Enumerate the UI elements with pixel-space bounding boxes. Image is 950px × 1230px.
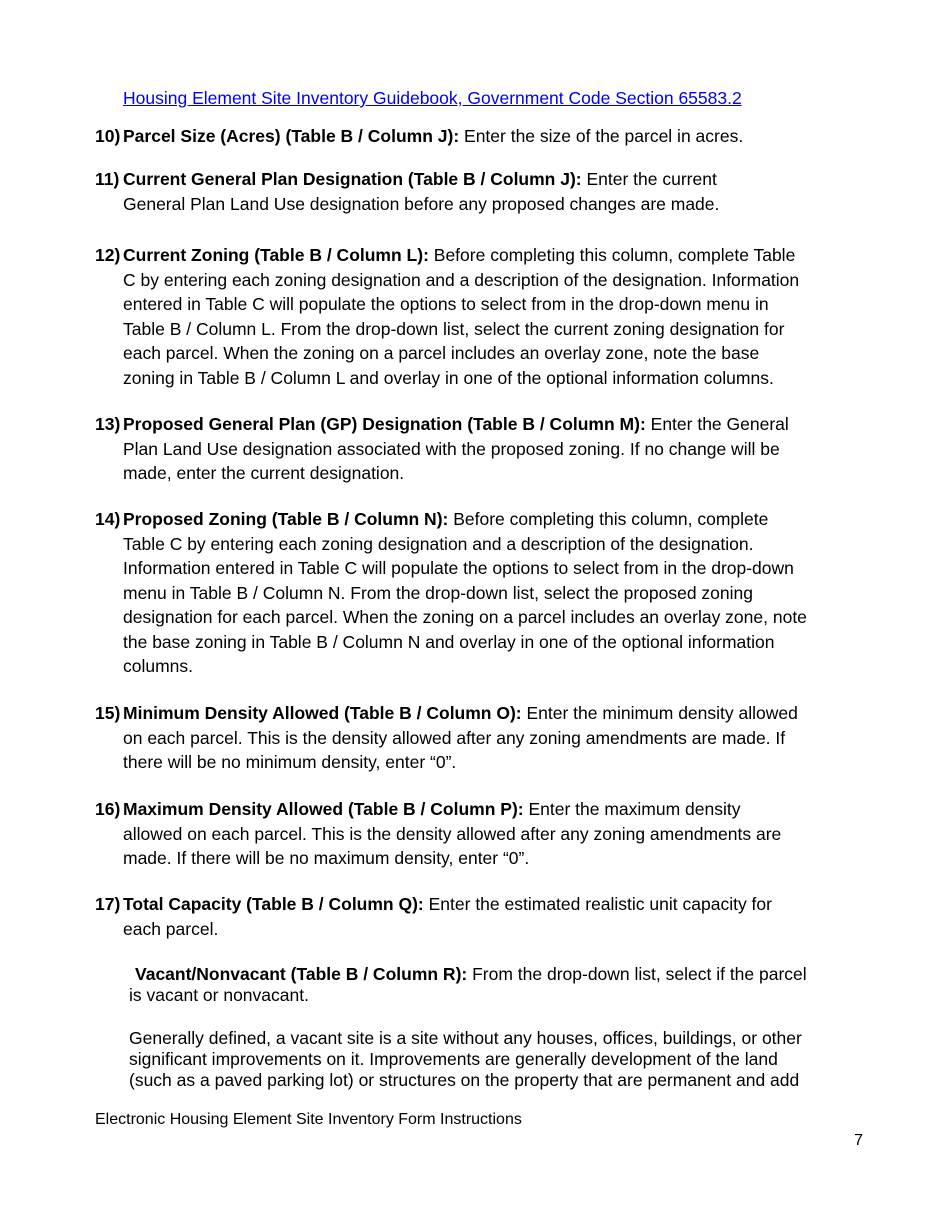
footer-title: Electronic Housing Element Site Inventory Form Instructions xyxy=(95,1111,522,1128)
vacant-nonvacant-paragraph xyxy=(129,964,859,1006)
instruction-item-15 xyxy=(95,701,865,775)
page-number: 7 xyxy=(854,1132,863,1149)
item-body xyxy=(123,243,865,390)
item-number: 17) xyxy=(95,894,121,914)
item-number: 11) xyxy=(95,169,120,189)
instruction-item-14 xyxy=(95,507,865,679)
vacant-definition-paragraph: Generally defined, a vacant site is a site without any houses, offices, buildings, or other significant improvements on it. Improvements are generally development of the land (such as a paved parking lot) or structures on the property that are permanent and add xyxy=(129,1028,802,1090)
item-number: 13) xyxy=(95,414,121,434)
item-heading: Proposed Zoning (Table B / Column N): xyxy=(123,509,449,529)
item-heading: Current Zoning (Table B / Column L): xyxy=(123,245,429,265)
item-text: Enter the maximum density allowed on each parcel. This is the density allowed after any zoning amendments are made. If there will be no maximum density, enter “0”. xyxy=(123,799,782,868)
item-text: Enter the minimum density allowed on each parcel. This is the density allowed after any zoning amendments are made. If there will be no minimum density, enter “0”. xyxy=(123,703,798,772)
instruction-item-12 xyxy=(95,243,865,390)
item-heading: Total Capacity (Table B / Column Q): xyxy=(123,894,424,914)
item-text: Enter the General Plan Land Use designation associated with the proposed zoning. If no change will be made, enter the current designation. xyxy=(123,414,789,483)
item-heading: Current General Plan Designation (Table B / Column J): xyxy=(123,169,582,189)
instruction-item-17 xyxy=(95,892,865,941)
instruction-item-13 xyxy=(95,412,865,486)
item-heading: Parcel Size (Acres) (Table B / Column J): xyxy=(123,126,460,146)
instruction-item-16 xyxy=(95,797,865,871)
item-body xyxy=(123,412,865,486)
item-body xyxy=(123,797,865,871)
item-text: Enter the estimated realistic unit capacity for each parcel. xyxy=(123,894,772,939)
item-number: 16) xyxy=(95,799,121,819)
item-text: Enter the current General Plan Land Use designation before any proposed changes are made. xyxy=(123,169,720,214)
item-number: 14) xyxy=(95,509,121,529)
item-heading: Proposed General Plan (GP) Designation (Table B / Column M): xyxy=(123,414,646,434)
item-text: Before completing this column, complete Table C by entering each zoning designation and a description of the designation. Information entered in Table C will populate the options to select from in the drop-down menu in Table B / Column L. From the drop-down list, select the current zoning designation for each parcel. When the zoning on a parcel includes an overlay zone, note the base zoning in Table B / Column L and overlay in one of the optional information columns. xyxy=(123,245,800,388)
vacant-heading: Vacant/Nonvacant (Table B / Column R): xyxy=(135,964,468,984)
item-body xyxy=(123,701,865,775)
item-number: 12) xyxy=(95,245,121,265)
item-body xyxy=(123,507,865,679)
item-text: Enter the size of the parcel in acres. xyxy=(459,126,744,146)
guidebook-link[interactable]: Housing Element Site Inventory Guidebook, Government Code Section 65583.2 xyxy=(123,88,742,108)
item-number: 10) xyxy=(95,126,121,146)
item-heading: Maximum Density Allowed (Table B / Column P): xyxy=(123,799,524,819)
reference-link-line xyxy=(123,86,742,110)
item-body xyxy=(123,124,865,149)
vacant-text: From the drop-down list, select if the parcel is vacant or nonvacant. xyxy=(129,964,807,1005)
instruction-item-10 xyxy=(95,124,865,149)
item-body xyxy=(123,167,865,216)
instruction-item-11 xyxy=(95,167,865,216)
item-body xyxy=(123,892,865,941)
item-heading: Minimum Density Allowed (Table B / Column O): xyxy=(123,703,522,723)
item-number: 15) xyxy=(95,703,121,723)
item-text: Before completing this column, complete Table C by entering each zoning designation and a description of the designation. Information entered in Table C will populate the options to select from in the drop-down menu in Table B / Column N. From the drop-down list, select the proposed zoning designation for each parcel. When the zoning on a parcel includes an overlay zone, note the base zoning in Table B / Column N and overlay in one of the optional information columns. xyxy=(123,509,807,676)
